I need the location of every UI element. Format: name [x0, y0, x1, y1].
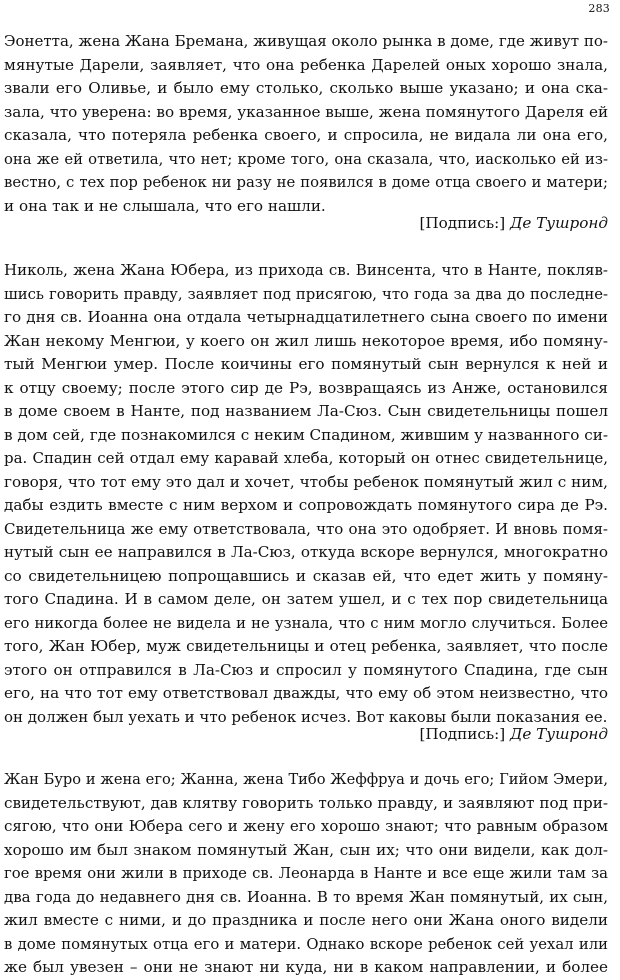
- text-line: тый Менгюи умер. После коичины его помянутый сын вернулся к ней и: [4, 355, 608, 373]
- text-line: он должен был уехать и что ребенок исчез. Вот каковы были показания ее.: [4, 707, 608, 726]
- text-line: жил вместе с ними, и до праздника и после него они Жана оного видели: [4, 911, 608, 929]
- text-line: говоря, что тот ему это дал и хочет, чтобы ребенок помянутый жил с ним,: [4, 472, 608, 491]
- signature-name: Де Тушронд: [510, 725, 608, 743]
- text-line: шись говорить правду, заявляет под присягою, что года за два до последне-: [4, 285, 608, 303]
- text-line: того Спадина. И в самом деле, он затем ушел, и с тех пор свидетельница: [4, 590, 608, 608]
- page-number: 283: [588, 2, 610, 15]
- signature-2: [4, 723, 608, 747]
- testimony-paragraph-2: [4, 259, 608, 729]
- signature-1: [4, 212, 608, 236]
- text-line: нутый сын ее направился в Ла-Сюз, откуда вскоре вернулся, многократно: [4, 543, 608, 561]
- text-line: хорошо им был знаком помянутый Жан, сын их; что они видели, как дол-: [4, 840, 608, 859]
- signature-label: [Подпись:]: [419, 725, 506, 743]
- text-line: в доме своем в Нанте, под названием Ла-Сюз. Сын свидетельницы пошел: [4, 402, 608, 420]
- text-line: она же ей ответила, что нет; кроме того, она сказала, что, иасколько ей из-: [4, 150, 608, 168]
- signature-label: [Подпись:]: [419, 214, 506, 232]
- text-line: Жан некому Менгюи, у коего он жил лишь некоторое время, ибо помяну-: [4, 331, 608, 350]
- text-line: свидетельствуют, дав клятву говорить только правду, и заявляют под при-: [4, 793, 608, 812]
- text-line: Эонетта, жена Жана Бремана, живущая около рынка в доме, где живут по-: [4, 32, 608, 50]
- testimony-paragraph-3: [4, 768, 608, 980]
- text-line: этого он отправился в Ла-Сюз и спросил у помянутого Спадина, где сын: [4, 660, 608, 679]
- text-line: сказала, что потеряла ребенка своего, и спросила, не видала ли она его,: [4, 126, 608, 144]
- text-line: его, на что тот ему ответствовал дважды, что ему об этом неизвестно, что: [4, 684, 608, 702]
- text-line: Свидетельница же ему ответствовала, что она это одобряет. И вновь помя-: [4, 519, 608, 538]
- text-line: два года до недавнего дня св. Иоанна. В то время Жан помянутый, их сын,: [4, 887, 608, 906]
- text-line: сягою, что они Юбера сего и жену его хорошо знают; что равным образом: [4, 817, 608, 835]
- text-line: к отцу своему; после этого сир де Рэ, возвращаясь из Анже, остановился: [4, 378, 608, 397]
- testimony-paragraph-1: [4, 30, 608, 218]
- text-line: гое время они жили в приходе св. Леонарда в Нанте и все еще жили там за: [4, 865, 608, 882]
- text-line: дабы ездить вместе с ним верхом и сопровождать помянутого сира де Рэ.: [4, 496, 608, 514]
- text-line: в дом сей, где познакомился с неким Спадином, жившим у названного си-: [4, 425, 608, 444]
- text-line: го дня св. Иоанна она отдала четырнадцатилетнего сына своего по имени: [4, 308, 608, 326]
- text-line: Николь, жена Жана Юбера, из прихода св. Винсента, что в Нанте, покляв-: [4, 261, 608, 279]
- text-line: того, Жан Юбер, муж свидетельницы и отец ребенка, заявляет, что после: [4, 637, 608, 655]
- text-line: Жан Буро и жена его; Жанна, жена Тибо Жеффруа и дочь его; Гийом Эмери,: [4, 771, 608, 788]
- text-line: вестно, с тех пор ребенок ни разу не появился в доме отца своего и матери;: [4, 174, 608, 191]
- text-line: зала, что уверена: во время, указанное выше, жена помянутого Дареля ей: [4, 102, 609, 121]
- text-line: же был увезен – они не знают ни куда, ни в каком направлении, и более: [4, 958, 608, 976]
- text-line: ра. Спадин сей отдал ему каравай хлеба, который он отнес свидетельнице,: [4, 449, 608, 467]
- text-line: и она так и не слышала, что его нашли.: [4, 196, 326, 215]
- signature-name: Де Тушронд: [510, 214, 608, 232]
- text-line: звали его Оливье, и было ему столько, сколько выше указано; и она ска-: [4, 79, 608, 97]
- text-line: его никогда более не видела и не узнала, что с ним могло случиться. Более: [4, 614, 608, 632]
- text-line: мянутые Дарели, заявляет, что она ребенка Дарелей оных хорошо знала,: [4, 55, 608, 74]
- text-line: со свидетельницею попрощавшись и сказав ей, что едет жить у помяну-: [4, 566, 608, 585]
- text-line: в доме помянутых отца его и матери. Однако вскоре ребенок сей уехал или: [4, 935, 608, 953]
